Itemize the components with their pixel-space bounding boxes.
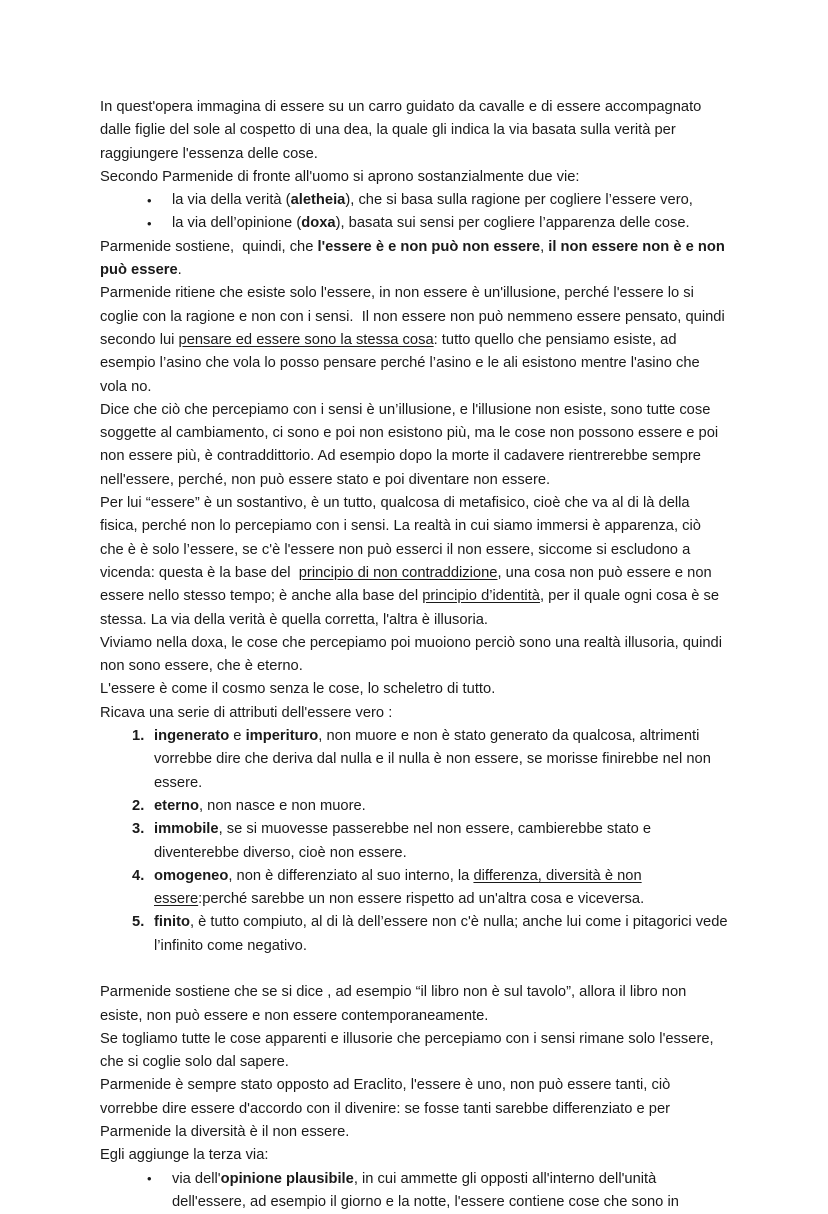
text-run: la via dell’opinione ( xyxy=(172,215,302,232)
paragraph xyxy=(100,632,728,679)
list-item xyxy=(132,865,728,912)
text-run: ), basata sui sensi per cogliere l’apparenza delle cose. xyxy=(335,215,690,232)
paragraph xyxy=(100,399,728,492)
text-run: Secondo Parmenide di fronte all'uomo si aprono sostanzialmente due vie: xyxy=(100,168,580,185)
text-run: Dice che ciò che percepiamo con i sensi è un’illusione, e l'illusione non esiste, sono tutte cose soggette al cambiamento, ci sono e poi non esistono più, ma le cose non possono essere e poi non essere più, è contraddittorio. Ad esempio dopo la morte il cadavere rientrerebbe sempre nell'essere, perché, non può essere stato e poi diventare non essere. xyxy=(100,401,723,488)
bullet-list xyxy=(100,189,728,236)
bold-text: immobile xyxy=(154,821,219,838)
text-run: L'essere è come il cosmo senza le cose, lo scheletro di tutto. xyxy=(100,681,496,698)
text-run: Parmenide sostiene, quindi, che xyxy=(100,238,318,255)
text-run: : tutto quello che pensiamo esiste, ad esempio l’asino che vola lo posso pensare perché l’asino e le ali esistono mentre l'asino che vola no. xyxy=(100,331,704,395)
text-run: e xyxy=(229,728,246,745)
bold-text: ingenerato xyxy=(154,728,230,745)
text-run: , una cosa non può essere e non essere nello stesso tempo; è anche alla base del xyxy=(100,564,716,605)
numbered-list xyxy=(100,725,728,958)
paragraph xyxy=(100,1074,728,1144)
bullet-list xyxy=(100,1168,728,1214)
bold-text: aletheia xyxy=(290,192,346,209)
list-item xyxy=(132,818,728,865)
bold-text: opinione plausibile xyxy=(220,1170,354,1187)
list-item xyxy=(132,795,728,818)
text-run: via dell' xyxy=(172,1170,221,1187)
text-run: Ricava una serie di attributi dell'essere vero : xyxy=(100,704,393,721)
list-item xyxy=(147,189,728,212)
text-run: , non è differenziato al suo interno, la xyxy=(228,867,474,884)
list-item xyxy=(147,1168,728,1214)
underlined-text: pensare ed essere sono la stessa cosa xyxy=(178,331,434,348)
underlined-text: principio di non contraddizione xyxy=(298,564,498,581)
text-run: , per il quale ogni cosa è se stessa. La via della verità è quella corretta, l'altra è illusoria. xyxy=(100,588,724,628)
underlined-text: differenza, diversità è non essere xyxy=(154,867,642,908)
text-run: Egli aggiunge la terza via: xyxy=(100,1147,269,1164)
text-run: Per lui “essere” è un sostantivo, è un tutto, qualcosa di metafisico, cioè che va al di là della fisica, perché non lo percepiamo con i sensi. La realtà in cui siamo immersi è apparenza, ciò che è è solo l’essere, se c'è l'essere non può esserci il non essere, siccome si escludono a vicenda: questa è la base del xyxy=(100,495,706,581)
bold-text: il non essere non è e non può essere xyxy=(100,238,729,279)
paragraph xyxy=(100,492,728,632)
document-body xyxy=(100,96,728,1214)
list-item xyxy=(132,725,728,795)
list-item xyxy=(132,911,728,958)
text-run: Parmenide è sempre stato opposto ad Eraclito, l'essere è uno, non può essere tanti, ciò vorrebbe dire essere d'accordo con il divenire: se fosse tanti sarebbe differenziato e per Parmenide la diversità è il non essere. xyxy=(100,1077,675,1141)
bold-text: finito xyxy=(154,914,190,931)
paragraph xyxy=(100,236,728,283)
text-run: Parmenide sostiene che se si dice , ad esempio “il libro non è sul tavolo”, allora il libro non esiste, non può essere e non essere contemporaneamente. xyxy=(100,984,691,1024)
bold-text: imperituro xyxy=(245,728,319,745)
text-run: :perché sarebbe un non essere rispetto ad un'altra cosa e viceversa. xyxy=(198,891,645,908)
paragraph xyxy=(100,166,728,189)
text-run: Parmenide ritiene che esiste solo l'essere, in non essere è un'illusione, perché l'essere lo si coglie con la ragione e non con i sensi. Il non essere non può nemmeno essere pensato, quindi secondo lui xyxy=(100,285,729,348)
text-run: ), che si basa sulla ragione per cogliere l’essere vero, xyxy=(345,192,693,209)
paragraph xyxy=(100,981,728,1028)
underlined-text: principio d’identità xyxy=(422,588,540,605)
text-run: Viviamo nella doxa, le cose che percepiamo poi muoiono perciò sono una realtà illusoria, quindi non sono essere, che è eterno. xyxy=(100,634,727,675)
text-run: . xyxy=(177,262,182,279)
bold-text: eterno xyxy=(154,797,199,814)
list-item xyxy=(147,212,728,235)
text-run: , non nasce e non muore. xyxy=(198,797,366,814)
paragraph xyxy=(100,96,728,166)
paragraph xyxy=(100,282,728,398)
text-run: In quest'opera immagina di essere su un carro guidato da cavalle e di essere accompagnato dalle figlie del sole al cospetto di una dea, la quale gli indica la via basata sulla verità per raggiungere l'essenza delle cose. xyxy=(100,99,706,162)
text-run: Se togliamo tutte le cose apparenti e illusorie che percepiamo con i sensi rimane solo l'essere, che si coglie solo dal sapere. xyxy=(100,1030,718,1071)
bold-text: omogeneo xyxy=(154,867,229,884)
paragraph xyxy=(100,1028,728,1075)
text-run: la via della verità ( xyxy=(172,192,291,209)
text-run: , è tutto compiuto, al di là dell’essere non c'è nulla; anche lui come i pitagorici vede l’infinito come negativo. xyxy=(154,914,728,954)
paragraph xyxy=(100,678,728,701)
bold-text: doxa xyxy=(301,215,336,232)
blank-line xyxy=(100,958,728,981)
paragraph xyxy=(100,702,728,725)
bold-text: l'essere è e non può non essere xyxy=(317,238,541,255)
text-run: , non muore e non è stato generato da qualcosa, altrimenti vorrebbe dire che deriva dal nulla e il nulla è non essere, se morisse finirebbe nel non essere. xyxy=(154,728,711,791)
text-run: , se si muovesse passerebbe nel non essere, cambierebbe stato e diventerebbe diverso, cioè non essere. xyxy=(154,821,652,861)
text-run: , xyxy=(540,238,549,255)
text-run: , in cui ammette gli opposti all'interno dell'unità dell'essere, ad esempio il giorno e la notte, l'essere contiene cose che sono in xyxy=(172,1170,679,1210)
paragraph xyxy=(100,1144,728,1167)
